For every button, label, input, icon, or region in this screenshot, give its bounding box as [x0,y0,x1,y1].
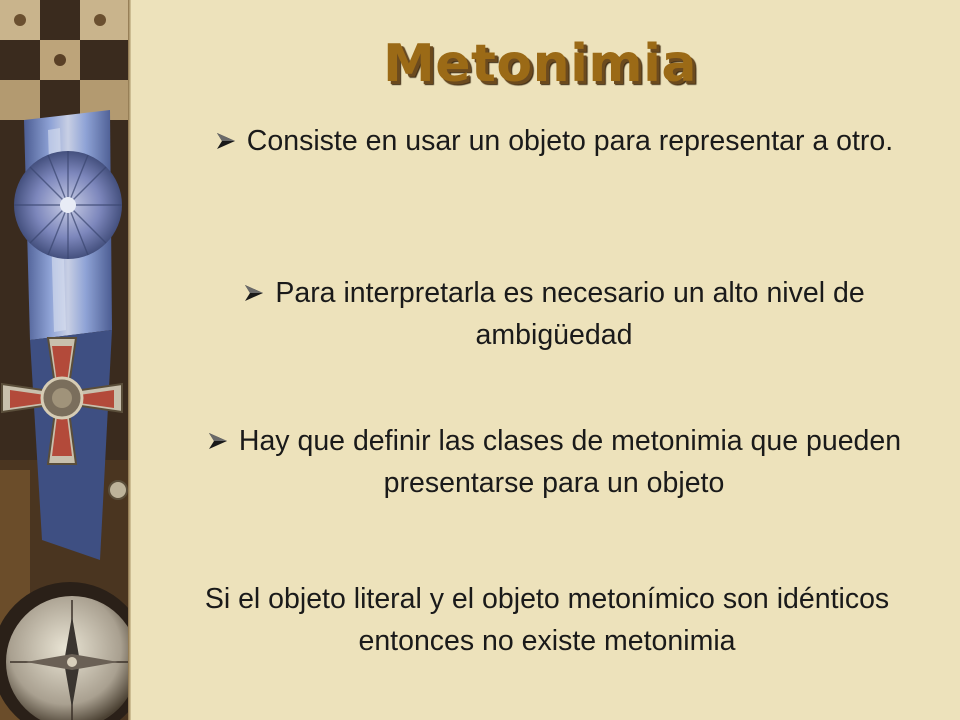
medal-decoration-image [0,0,128,720]
arrow-bullet-icon [243,283,265,303]
bullet-text: Hay que definir las clases de metonimia que pueden presentarse para un objeto [238,425,902,499]
bullet-item [168,420,940,504]
bullet-text: Para interpretarla es necesario un alto nivel de ambigüedad [275,277,865,351]
bullet-text: Consiste en usar un objeto para representar a otro. [246,125,894,157]
slide-title: Metonimia [382,34,698,94]
bullet-item [168,120,940,162]
closing-text: Si el objeto literal y el objeto metonímico son idénticos entonces no existe metonimia [204,583,890,657]
arrow-bullet-icon [215,131,237,151]
arrow-bullet-icon [207,431,229,451]
side-divider [128,0,131,720]
bullet-item [168,272,940,356]
